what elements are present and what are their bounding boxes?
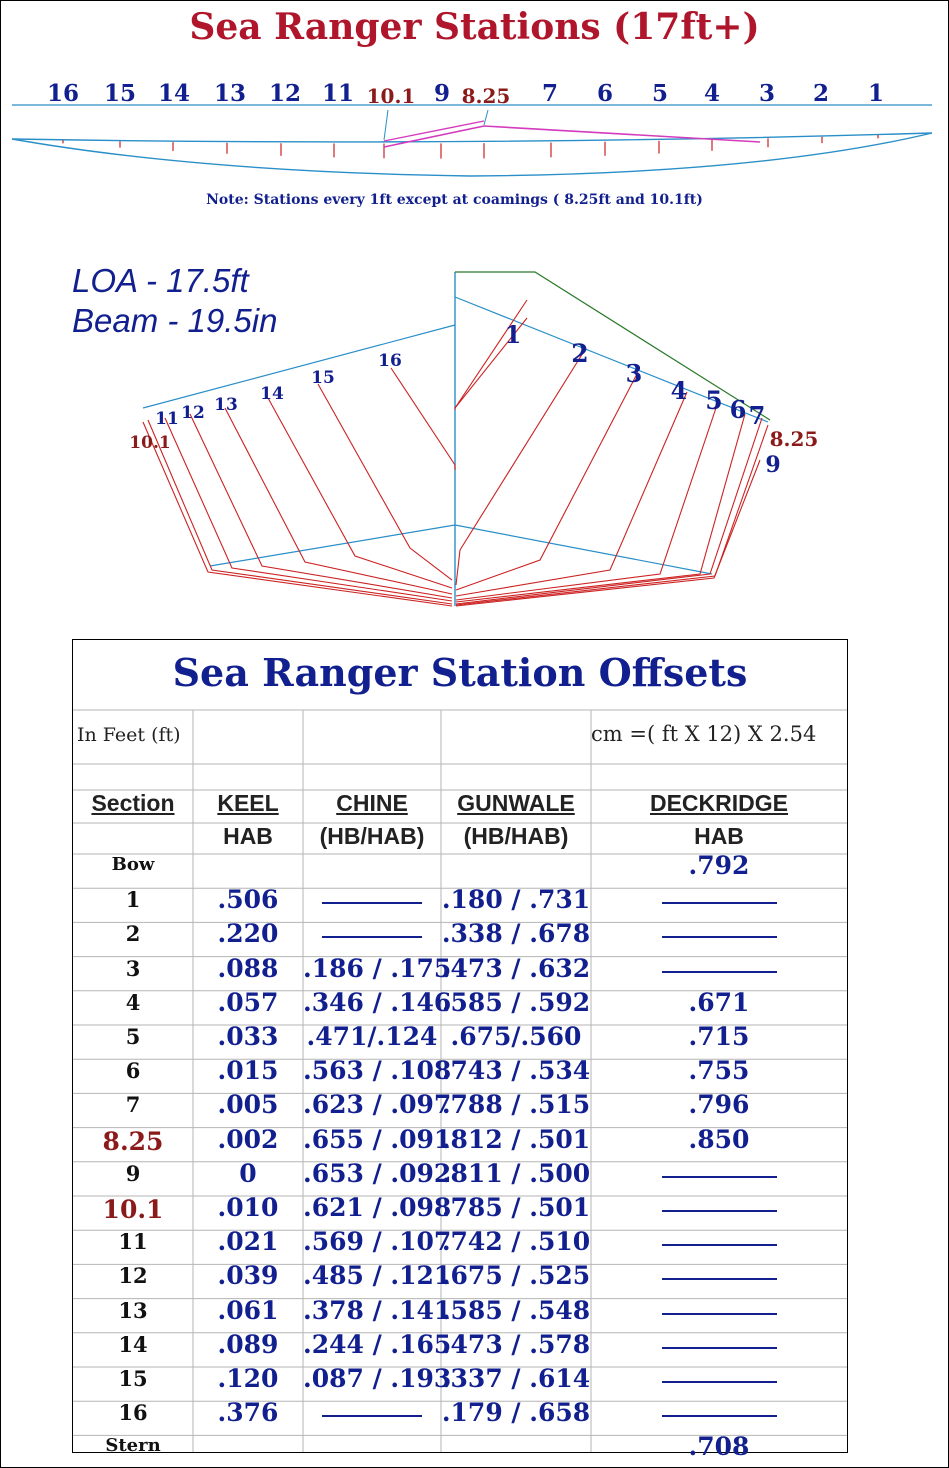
row-gunwale-value: .473 / .578 <box>441 1329 591 1359</box>
bow-section-line <box>456 414 745 602</box>
stern-section-line <box>391 368 455 470</box>
station-label: 10.1 <box>366 84 416 108</box>
row-section-label: 11 <box>118 1229 148 1255</box>
subheader-deckridge: HAB <box>694 823 744 849</box>
row-section-label: 13 <box>118 1297 148 1323</box>
body-plan-label: 16 <box>378 351 402 371</box>
column-header-section: Section <box>91 790 175 816</box>
bow-section-line <box>456 348 586 585</box>
body-plan-label: 5 <box>705 386 723 415</box>
row-gunwale-value: .812 / .501 <box>441 1124 591 1154</box>
row-gunwale-value: .337 / .614 <box>441 1364 591 1393</box>
row-section-label: 15 <box>118 1366 148 1391</box>
station-label: 5 <box>651 80 669 107</box>
subheader-gunwale: (HB/HAB) <box>463 823 569 849</box>
row-section-label: 6 <box>125 1058 141 1084</box>
row-gunwale-value: .675 / .525 <box>441 1261 591 1291</box>
body-plan-label: 9 <box>765 452 781 478</box>
body-plan-label: 4 <box>670 376 688 405</box>
station-label: 12 <box>268 80 302 107</box>
empty-value-dash <box>662 1415 777 1417</box>
row-gunwale-value: .338 / .678 <box>441 919 591 949</box>
stern-section-line <box>225 408 452 594</box>
row-keel-value: .005 <box>217 1090 279 1120</box>
station-label: 14 <box>157 80 191 107</box>
row-gunwale-value: .585 / .548 <box>441 1295 591 1325</box>
column-header-chine: CHINE <box>336 790 408 816</box>
loa-label: LOA - 17.5ft <box>72 262 249 299</box>
empty-value-dash <box>662 1278 777 1280</box>
body-plan-label: 8.25 <box>769 427 819 451</box>
body-plan-label: 14 <box>260 384 284 404</box>
body-plan-drawing <box>0 0 949 620</box>
row-section-label: Stern <box>105 1435 161 1457</box>
row-chine-value: .378 / .141 <box>303 1295 452 1325</box>
row-gunwale-value: .785 / .501 <box>441 1193 591 1222</box>
row-chine-value: .569 / .107 <box>303 1227 452 1257</box>
empty-value-dash <box>662 1244 777 1246</box>
row-keel-value: .061 <box>217 1295 279 1325</box>
row-section-label: 5 <box>125 1024 141 1049</box>
bow-chine-line <box>455 525 712 574</box>
stern-section-line <box>190 414 452 598</box>
row-keel-value: .015 <box>217 1056 279 1086</box>
table-title: Sea Ranger Station Offsets <box>172 650 748 695</box>
body-plan-label: 13 <box>214 395 238 415</box>
row-gunwale-value: .742 / .510 <box>441 1227 591 1257</box>
row-keel-value: .010 <box>217 1193 279 1222</box>
stern-sheer-line <box>143 325 455 408</box>
row-section-label: 7 <box>125 1092 141 1118</box>
row-section-label: 12 <box>118 1263 148 1289</box>
row-deckridge-value: .796 <box>688 1090 750 1120</box>
empty-value-dash <box>662 902 777 904</box>
row-deckridge-value: .755 <box>688 1056 750 1086</box>
subheader-chine: (HB/HAB) <box>319 823 425 849</box>
bow-section-line <box>456 418 762 604</box>
row-deckridge-value: .671 <box>688 987 750 1017</box>
stern-section-line <box>148 420 452 604</box>
station-note: Note: Stations every 1ft except at coamings ( 8.25ft and 10.1ft) <box>206 192 703 208</box>
row-gunwale-value: .675/.560 <box>450 1022 582 1051</box>
row-section-label: 1 <box>125 887 141 913</box>
bow-section-line <box>456 425 768 605</box>
row-keel-value: .120 <box>217 1364 279 1393</box>
row-keel-value: .002 <box>217 1124 279 1154</box>
row-deckridge-value: .850 <box>688 1124 750 1154</box>
bow-section-line <box>456 405 717 600</box>
row-gunwale-value: .788 / .515 <box>441 1090 591 1120</box>
empty-value-dash <box>322 902 422 904</box>
station-label: 4 <box>703 80 721 107</box>
beam-label: Beam - 19.5in <box>72 302 278 339</box>
row-keel-value: 0 <box>239 1158 257 1188</box>
bow-section-line <box>456 372 638 590</box>
empty-value-dash <box>322 1415 422 1417</box>
body-plan-label: 11 <box>155 409 179 429</box>
row-chine-value: .244 / .165 <box>303 1329 452 1359</box>
row-deckridge-value: .708 <box>688 1432 750 1462</box>
row-keel-value: .376 <box>217 1398 279 1428</box>
stern-section-line <box>318 384 452 580</box>
station-label: 7 <box>541 80 559 107</box>
station-label: 2 <box>812 80 830 107</box>
stern-chine-line <box>210 525 455 566</box>
row-gunwale-value: .179 / .658 <box>441 1398 591 1428</box>
row-section-label: 9 <box>125 1160 141 1186</box>
row-keel-value: .021 <box>217 1227 279 1257</box>
station-label: 16 <box>46 80 80 107</box>
row-keel-value: .220 <box>217 919 279 949</box>
station-label: 1 <box>867 80 885 107</box>
bow-section-line <box>456 392 687 596</box>
row-keel-value: .088 <box>217 953 279 983</box>
body-plan-label: 6 <box>729 395 747 424</box>
conversion-formula: cm =( ft X 12) X 2.54 <box>591 722 817 746</box>
row-chine-value: .653 / .092 <box>303 1158 452 1188</box>
row-keel-value: .057 <box>217 987 279 1017</box>
row-chine-value: .471/.124 <box>306 1022 438 1051</box>
row-chine-value: .621 / .098 <box>303 1193 452 1222</box>
row-section-label: 16 <box>118 1400 148 1426</box>
empty-value-dash <box>662 1176 777 1178</box>
empty-value-dash <box>662 971 777 973</box>
row-gunwale-value: .743 / .534 <box>441 1056 591 1086</box>
station-label: 11 <box>321 80 355 107</box>
row-section-label: 2 <box>125 921 141 947</box>
column-header-keel: KEEL <box>217 790 279 816</box>
body-plan-label: 12 <box>181 403 205 423</box>
page-title: Sea Ranger Stations (17ft+) <box>189 6 760 48</box>
row-gunwale-value: .811 / .500 <box>441 1158 591 1188</box>
row-gunwale-value: .473 / .632 <box>441 953 591 983</box>
row-section-label: Bow <box>111 854 155 875</box>
column-header-deckridge: DECKRIDGE <box>649 790 788 816</box>
row-section-label: 8.25 <box>102 1126 164 1156</box>
station-label: 9 <box>433 80 451 107</box>
row-section-label: 3 <box>125 955 141 981</box>
offsets-table <box>72 639 848 1462</box>
empty-value-dash <box>662 1210 777 1212</box>
row-keel-value: .089 <box>217 1329 279 1359</box>
body-plan-section-lines <box>143 272 770 606</box>
stern-section-line <box>143 422 452 606</box>
row-chine-value: .563 / .108 <box>303 1056 452 1086</box>
column-header-gunwale: GUNWALE <box>457 790 575 816</box>
row-chine-value: .186 / .175 <box>303 953 452 983</box>
station-label: 13 <box>213 80 247 107</box>
row-section-label: 14 <box>118 1331 148 1357</box>
empty-value-dash <box>662 1313 777 1315</box>
body-plan-label: 3 <box>625 359 643 388</box>
row-gunwale-value: .585 / .592 <box>441 987 591 1017</box>
station-label: 3 <box>758 80 776 107</box>
body-plan-label: 10.1 <box>129 433 171 453</box>
station-label: 8.25 <box>461 84 511 108</box>
row-chine-value: .655 / .091 <box>303 1124 452 1154</box>
row-deckridge-value: .715 <box>688 1022 750 1051</box>
empty-value-dash <box>322 936 422 938</box>
body-plan-label: 1 <box>504 320 522 349</box>
deckridge-line <box>455 272 770 420</box>
empty-value-dash <box>662 936 777 938</box>
row-deckridge-value: .792 <box>688 851 750 880</box>
row-chine-value: .485 / .121 <box>303 1261 452 1291</box>
body-plan-label: 15 <box>311 368 335 388</box>
row-chine-value: .346 / .146 <box>303 987 452 1017</box>
row-gunwale-value: .180 / .731 <box>441 885 591 915</box>
row-section-label: 10.1 <box>102 1195 164 1224</box>
units-label: In Feet (ft) <box>77 724 181 746</box>
empty-value-dash <box>662 1347 777 1349</box>
body-plan-section-labels <box>129 320 818 478</box>
row-keel-value: .039 <box>217 1261 279 1291</box>
row-keel-value: .506 <box>217 885 279 915</box>
station-label: 6 <box>596 80 614 107</box>
row-chine-value: .087 / .193 <box>303 1364 452 1393</box>
body-plan-label: 7 <box>748 401 766 430</box>
row-keel-value: .033 <box>217 1022 279 1051</box>
row-chine-value: .623 / .097 <box>303 1090 452 1120</box>
body-plan-label: 2 <box>571 339 589 368</box>
subheader-keel: HAB <box>223 823 273 849</box>
empty-value-dash <box>662 1381 777 1383</box>
bow-stem-line <box>455 300 527 408</box>
station-label: 15 <box>103 80 137 107</box>
row-section-label: 4 <box>125 989 141 1015</box>
